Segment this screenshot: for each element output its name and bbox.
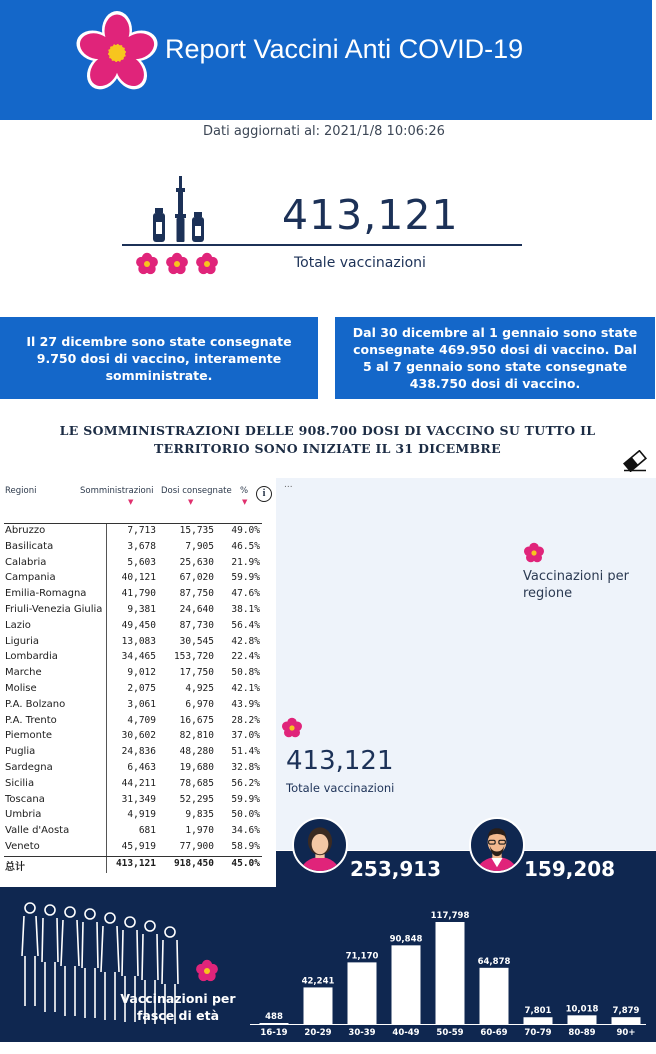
col-header-percent[interactable]: % bbox=[240, 486, 249, 496]
delivered-value: 48,280 bbox=[179, 746, 214, 758]
administered-value: 9,381 bbox=[127, 603, 156, 615]
delivered-value: 30,545 bbox=[179, 635, 214, 647]
percent-value: 59.9% bbox=[231, 793, 260, 805]
flowers-icon bbox=[134, 251, 220, 277]
col-header-somministrazioni[interactable]: Somministrazioni bbox=[80, 486, 154, 496]
age-bar-value-label: 117,798 bbox=[430, 911, 470, 921]
update-timestamp bbox=[0, 124, 652, 139]
region-name: P.A. Trento bbox=[5, 714, 57, 726]
percent-value: 56.4% bbox=[231, 619, 260, 631]
percent-value: 21.9% bbox=[231, 556, 260, 568]
notice-left-text: Il 27 dicembre sono state consegnate 9.750 dosi di vaccino, interamente somministrate. bbox=[26, 333, 292, 383]
info-icon[interactable]: i bbox=[256, 486, 272, 502]
update-value: 2021/1/8 10:06:26 bbox=[324, 124, 445, 139]
col-header-dosi-consegnate[interactable]: Dosi consegnate bbox=[161, 486, 232, 496]
percent-value: 38.1% bbox=[231, 603, 260, 615]
percent-value: 50.0% bbox=[231, 809, 260, 821]
administered-value: 49,450 bbox=[121, 619, 156, 631]
age-bar-chart bbox=[250, 900, 650, 1040]
delivered-value: 17,750 bbox=[179, 667, 214, 679]
eraser-icon[interactable] bbox=[622, 450, 648, 472]
table-row[interactable] bbox=[4, 556, 262, 572]
administered-value: 41,790 bbox=[121, 588, 156, 600]
delivered-value: 4,925 bbox=[185, 682, 214, 694]
header-bar bbox=[0, 0, 652, 120]
table-row[interactable] bbox=[4, 635, 262, 651]
table-row[interactable] bbox=[4, 824, 262, 840]
age-bar-60-69[interactable] bbox=[480, 968, 509, 1024]
percent-value: 59.9% bbox=[231, 572, 260, 584]
delivered-value: 82,810 bbox=[179, 730, 214, 742]
region-name: Lazio bbox=[5, 619, 31, 631]
age-bar-30-39[interactable] bbox=[348, 962, 377, 1024]
notice-right-text: Dal 30 dicembre al 1 gennaio sono state consegnate 469.950 dosi di vaccino. Dal 5 al 7 gennaio sono state consegnate 438.750 dosi di vaccino. bbox=[352, 325, 638, 391]
percent-value: 43.9% bbox=[231, 698, 260, 710]
administered-value: 9,012 bbox=[127, 667, 156, 679]
col-header-regioni[interactable]: Regioni bbox=[5, 486, 37, 496]
headline-banner: LE SOMMINISTRAZIONI DELLE 908.700 DOSI DI VACCINO SU TUTTO IL TERRITORIO SONO INIZIATE IL 31 DICEMBRE bbox=[59, 423, 596, 456]
table-row[interactable] bbox=[4, 761, 262, 777]
region-name: Friuli-Venezia Giulia bbox=[5, 603, 103, 615]
region-name: Toscana bbox=[5, 793, 45, 805]
percent-value: 37.0% bbox=[231, 730, 260, 742]
delivered-value: 78,685 bbox=[179, 777, 214, 789]
region-name: Piemonte bbox=[5, 730, 53, 742]
table-row[interactable] bbox=[4, 650, 262, 666]
delivered-value: 52,295 bbox=[179, 793, 214, 805]
age-bar-value-label: 71,170 bbox=[345, 951, 379, 962]
vaccine-vials-icon bbox=[150, 176, 212, 244]
administered-value: 2,075 bbox=[127, 682, 156, 694]
delivered-value: 87,750 bbox=[179, 588, 214, 600]
male-vaccinations: 159,208 bbox=[524, 857, 616, 881]
administered-value: 44,211 bbox=[121, 777, 156, 789]
age-category-tick: 90+ bbox=[616, 1028, 636, 1038]
divider bbox=[122, 244, 522, 246]
age-bar-value-label: 90,848 bbox=[389, 934, 423, 945]
percent-value: 58.9% bbox=[231, 840, 260, 852]
male-avatar-icon bbox=[469, 817, 525, 873]
administered-value: 31,349 bbox=[121, 793, 156, 805]
table-total-row[interactable] bbox=[4, 856, 262, 872]
table-row[interactable] bbox=[4, 714, 262, 730]
table-row[interactable] bbox=[4, 729, 262, 745]
percent-value: 32.8% bbox=[231, 761, 260, 773]
region-name: Liguria bbox=[5, 635, 40, 647]
delivery-notice-left bbox=[0, 317, 318, 399]
percent-value: 45.0% bbox=[231, 857, 260, 869]
region-name: Basilicata bbox=[5, 540, 54, 552]
region-name: Sardegna bbox=[5, 761, 53, 773]
region-name: Emilia-Romagna bbox=[5, 588, 87, 600]
table-row[interactable] bbox=[4, 587, 262, 603]
delivered-value: 153,720 bbox=[173, 651, 214, 663]
region-name: Abruzzo bbox=[5, 525, 46, 536]
age-bar-value-label: 10,018 bbox=[565, 1004, 599, 1015]
administered-value: 4,709 bbox=[127, 714, 156, 726]
delivered-value: 87,730 bbox=[179, 619, 214, 631]
delivered-value: 6,970 bbox=[185, 698, 214, 710]
percent-value: 42.8% bbox=[231, 635, 260, 647]
sort-icon[interactable]: ▼ bbox=[128, 498, 134, 506]
table-row[interactable] bbox=[4, 666, 262, 682]
delivered-value: 15,735 bbox=[179, 525, 214, 536]
administered-value: 45,919 bbox=[121, 840, 156, 852]
region-name: Calabria bbox=[5, 556, 47, 568]
age-bar-20-29[interactable] bbox=[304, 987, 333, 1024]
administered-value: 6,463 bbox=[127, 761, 156, 773]
delivered-value: 67,020 bbox=[179, 572, 214, 584]
age-category-tick: 30-39 bbox=[348, 1028, 376, 1038]
administered-value: 40,121 bbox=[121, 572, 156, 584]
age-category-tick: 40-49 bbox=[392, 1028, 420, 1038]
female-avatar-icon bbox=[292, 817, 348, 873]
region-name: P.A. Bolzano bbox=[5, 698, 66, 710]
percent-value: 42.1% bbox=[231, 682, 260, 694]
sort-icon[interactable]: ▼ bbox=[242, 498, 248, 506]
flower-logo-icon bbox=[72, 8, 162, 98]
total-vaccinations-label: Totale vaccinazioni bbox=[294, 255, 426, 271]
administered-value: 7,713 bbox=[127, 525, 156, 536]
region-name: Campania bbox=[5, 572, 56, 584]
administered-value: 24,836 bbox=[121, 746, 156, 758]
regions-table-body bbox=[4, 524, 262, 872]
administered-value: 4,919 bbox=[127, 809, 156, 821]
region-name: Lombardia bbox=[5, 651, 58, 663]
table-row[interactable] bbox=[4, 698, 262, 714]
delivered-value: 77,900 bbox=[179, 840, 214, 852]
percent-value: 51.4% bbox=[231, 746, 260, 758]
sort-icon[interactable]: ▼ bbox=[188, 498, 194, 506]
administered-value: 3,061 bbox=[127, 698, 156, 710]
delivered-value: 16,675 bbox=[179, 714, 214, 726]
administered-value: 30,602 bbox=[121, 730, 156, 742]
delivered-value: 918,450 bbox=[173, 857, 214, 869]
age-bar-value-label: 7,879 bbox=[612, 1006, 640, 1017]
table-row[interactable] bbox=[4, 524, 262, 540]
table-row[interactable] bbox=[4, 571, 262, 587]
regions-panel-label: Vaccinazioni per regione bbox=[523, 569, 629, 601]
more-options-icon[interactable]: ... bbox=[284, 480, 293, 490]
region-name: Umbria bbox=[5, 809, 42, 821]
delivered-value: 9,835 bbox=[185, 809, 214, 821]
age-bar-80-89[interactable] bbox=[568, 1015, 597, 1024]
table-row[interactable] bbox=[4, 540, 262, 556]
age-bar-90+[interactable] bbox=[612, 1017, 641, 1024]
administered-value: 681 bbox=[138, 825, 156, 837]
region-name: Marche bbox=[5, 667, 42, 679]
age-category-tick: 70-79 bbox=[524, 1028, 552, 1038]
delivered-value: 7,905 bbox=[185, 540, 214, 552]
age-category-tick: 16-19 bbox=[260, 1028, 288, 1038]
table-row[interactable] bbox=[4, 682, 262, 698]
age-category-tick: 50-59 bbox=[436, 1028, 464, 1038]
administered-value: 413,121 bbox=[115, 857, 156, 869]
delivered-value: 1,970 bbox=[185, 825, 214, 837]
percent-value: 49.0% bbox=[231, 525, 260, 536]
percent-value: 34.6% bbox=[231, 825, 260, 837]
delivered-value: 19,680 bbox=[179, 761, 214, 773]
table-row[interactable] bbox=[4, 777, 262, 793]
age-bar-40-49[interactable] bbox=[392, 945, 421, 1024]
age-bar-value-label: 488 bbox=[265, 1012, 283, 1022]
table-row[interactable] bbox=[4, 745, 262, 761]
delivered-value: 24,640 bbox=[179, 603, 214, 615]
region-name: Sicilia bbox=[5, 777, 35, 789]
administered-value: 13,083 bbox=[121, 635, 156, 647]
percent-value: 56.2% bbox=[231, 777, 260, 789]
table-row[interactable] bbox=[4, 808, 262, 824]
region-name: Molise bbox=[5, 682, 37, 694]
region-name: 总计 bbox=[5, 861, 25, 873]
region-name: Valle d'Aosta bbox=[5, 825, 70, 837]
age-chart-label: Vaccinazioni per fasce di età bbox=[120, 991, 236, 1023]
delivered-value: 25,630 bbox=[179, 556, 214, 568]
footer-band bbox=[0, 1042, 656, 1054]
region-name: Puglia bbox=[5, 746, 36, 758]
table-row[interactable] bbox=[4, 619, 262, 635]
regions-total-label: Totale vaccinazioni bbox=[286, 781, 395, 795]
age-bar-value-label: 42,241 bbox=[301, 976, 335, 987]
region-name: Veneto bbox=[5, 840, 40, 852]
age-bar-50-59[interactable] bbox=[436, 922, 465, 1024]
table-row[interactable] bbox=[4, 793, 262, 809]
age-bar-value-label: 64,878 bbox=[477, 956, 511, 967]
table-row[interactable] bbox=[4, 840, 262, 856]
administered-value: 34,465 bbox=[121, 651, 156, 663]
age-bar-value-label: 7,801 bbox=[524, 1006, 552, 1017]
chart-baseline bbox=[250, 1024, 646, 1025]
female-vaccinations: 253,913 bbox=[350, 857, 442, 881]
age-category-tick: 80-89 bbox=[568, 1028, 596, 1038]
percent-value: 50.8% bbox=[231, 667, 260, 679]
age-bar-70-79[interactable] bbox=[524, 1017, 553, 1024]
percent-value: 46.5% bbox=[231, 540, 260, 552]
percent-value: 22.4% bbox=[231, 651, 260, 663]
percent-value: 28.2% bbox=[231, 714, 260, 726]
delivery-notice-right bbox=[335, 317, 655, 399]
age-category-tick: 60-69 bbox=[480, 1028, 508, 1038]
total-vaccinations-number: 413,121 bbox=[282, 191, 459, 239]
administered-value: 5,603 bbox=[127, 556, 156, 568]
page-title: Report Vaccini Anti COVID-19 bbox=[165, 34, 524, 64]
administered-value: 3,678 bbox=[127, 540, 156, 552]
update-label: Dati aggiornati al: bbox=[203, 124, 321, 139]
regions-total-number: 413,121 bbox=[286, 746, 394, 776]
flower-icon bbox=[194, 958, 220, 984]
age-category-tick: 20-29 bbox=[304, 1028, 332, 1038]
percent-value: 47.6% bbox=[231, 588, 260, 600]
flower-icon bbox=[522, 541, 546, 565]
flower-icon bbox=[280, 716, 304, 740]
table-row[interactable] bbox=[4, 603, 262, 619]
